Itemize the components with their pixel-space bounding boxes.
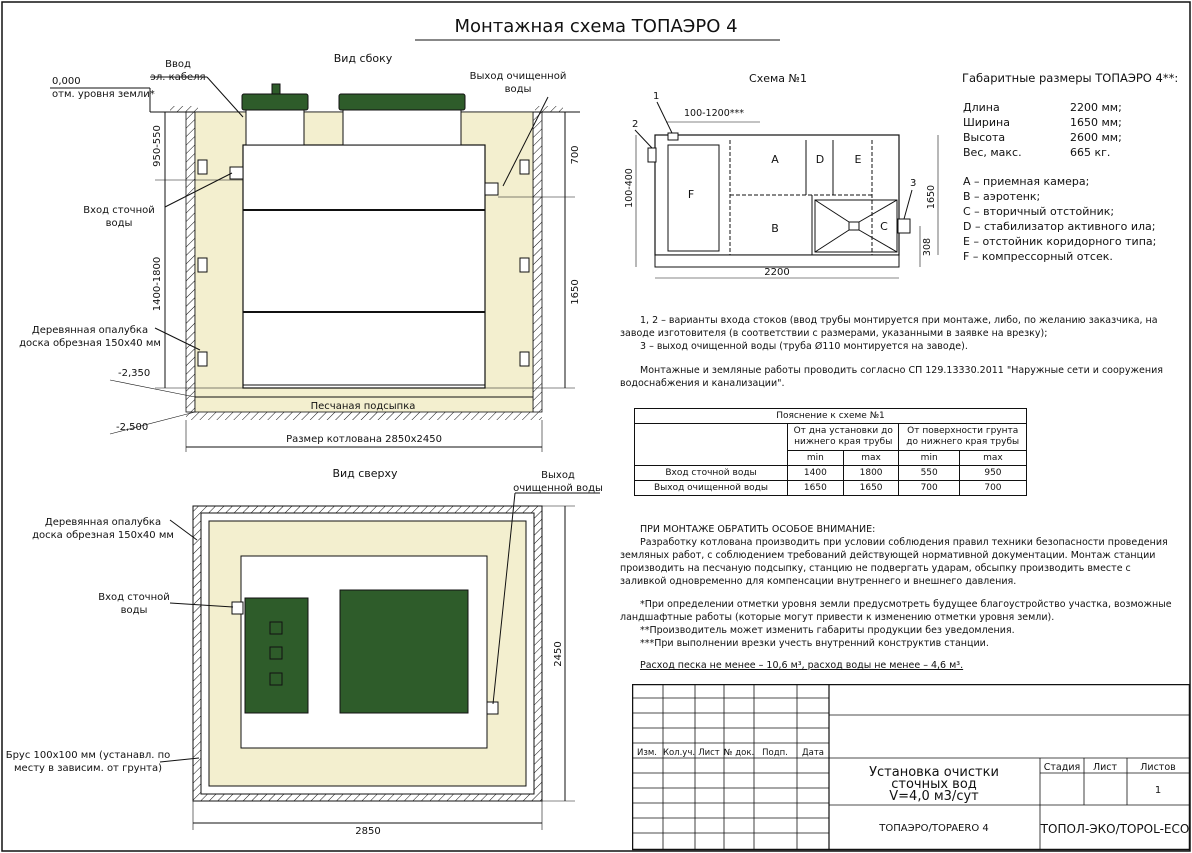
tb-product-3: V=4,0 м3/сут <box>889 789 979 804</box>
mark-line <box>110 380 195 397</box>
attention-text: Разработку котлована производить при условии соблюдения правил техники безопасности проведения земляных работ, с соблюдением требований действующей нормативной документации. Монтаж станции производить на песчаную подсыпку, станцию не подвергать ударам, обсыпку производить вместе с заливкой одновременно для компенсации внутреннего и внешнего давления. <box>620 537 1168 587</box>
tb-product-2: сточных вод <box>891 777 977 792</box>
top-inlet-label-2: воды <box>120 605 148 616</box>
top-view-heading: Вид сверху <box>332 467 398 480</box>
dim-key: Вес, макс. <box>963 146 1022 159</box>
notes-block <box>620 314 1175 390</box>
tb-podp: Подп. <box>762 748 788 758</box>
formwork-board <box>198 258 207 272</box>
tb-company: ТОПОЛ-ЭКО/TOPOL-ECO <box>1040 822 1190 836</box>
formwork-board <box>520 258 529 272</box>
tb-sheets: Листов <box>1140 762 1176 773</box>
leader <box>657 102 672 133</box>
pipe-2 <box>648 148 656 162</box>
legend-item: С – вторичный отстойник; <box>963 205 1115 218</box>
dim-row <box>963 115 1178 130</box>
sand-label: Песчаная подсыпка <box>310 401 416 412</box>
cone-center <box>849 222 859 230</box>
table-cell: 550 <box>899 466 959 481</box>
outlet-label-2: воды <box>504 84 532 95</box>
pit-size-label: Размер котлована 2850х2450 <box>286 434 442 445</box>
table-cell: 700 <box>899 481 959 496</box>
legend-item: А – приемная камера; <box>963 175 1090 188</box>
scheme-label-2: 2 <box>632 119 639 130</box>
outlet-label-1: Выход очищенной <box>469 71 567 82</box>
table-cell: 1650 <box>843 481 899 496</box>
tb-izm: Изм. <box>637 748 657 758</box>
table-group-1: От дна установки до нижнего края трубы <box>788 424 899 451</box>
tb-sheets-count: 1 <box>1154 785 1162 796</box>
scheme-dim-2200: 2200 <box>764 267 790 278</box>
lid-right <box>339 94 465 110</box>
tb-sheet: Лист <box>1092 762 1118 773</box>
legend-item: Е – отстойник коридорного типа; <box>963 235 1157 248</box>
table-row <box>635 466 1027 481</box>
dim-1400-1800: 1400-1800 <box>152 256 163 312</box>
ground-mark-label: отм. уровня земли* <box>52 89 155 100</box>
footnote-3: ***При выполнении врезки учесть внутренний конструктив станции. <box>640 638 989 649</box>
table-cell: 700 <box>959 481 1026 496</box>
table-max: max <box>843 451 899 466</box>
table-min: min <box>788 451 844 466</box>
table-caption: Пояснение к схеме №1 <box>635 409 1027 424</box>
top-outlet-label-2: очищенной воды <box>513 483 603 494</box>
formwork-board <box>198 160 207 174</box>
table-row-label: Выход очищенной воды <box>635 481 788 496</box>
tb-stage: Стадия <box>1043 762 1081 773</box>
top-formwork-label-2: доска обрезная 150х40 мм <box>32 530 174 541</box>
beam-label-1: Брус 100х100 мм (устанавл. по <box>5 750 171 761</box>
formwork-label-2: доска обрезная 150х40 мм <box>19 338 161 349</box>
table-min: min <box>899 451 959 466</box>
scheme-dim-308: 308 <box>922 237 933 257</box>
dim-key: Высота <box>963 131 1006 144</box>
side-view <box>19 52 581 452</box>
leader <box>904 190 912 219</box>
inlet-label-1: Вход сточной <box>83 205 155 216</box>
dim-row <box>963 100 1178 115</box>
zone-a: A <box>771 153 779 166</box>
table-cell: 1800 <box>843 466 899 481</box>
table-row <box>635 481 1027 496</box>
pipe-1 <box>668 133 678 140</box>
dim-2450: 2450 <box>553 641 564 667</box>
tb-model: ТОПАЭРО/TOPAERO 4 <box>879 823 989 834</box>
scheme-dim-1650: 1650 <box>926 184 937 210</box>
formwork-label-1: Деревянная опалубка <box>31 325 149 336</box>
footnote-2: **Производитель может изменить габариты продукции без уведомления. <box>640 625 1015 636</box>
tb-kol: Кол.уч. <box>662 748 696 758</box>
ground-hatch-left <box>170 106 198 112</box>
table-corner <box>635 424 788 466</box>
lid-vent <box>272 84 280 94</box>
scheme-label-1: 1 <box>653 91 660 102</box>
legend-item: D – стабилизатор активного ила; <box>963 220 1156 233</box>
table-max: max <box>959 451 1026 466</box>
footnote-1: *При определении отметки уровня земли предусмотреть будущее благоустройство участка, возможные ландшафтные работы (которые могут привести к изменению отметки уровня земли). <box>620 599 1172 623</box>
inlet-label-2: воды <box>105 218 133 229</box>
leader <box>635 130 652 148</box>
mark-2350: -2,350 <box>118 368 151 379</box>
scheme-label-3: 3 <box>910 178 917 189</box>
table-row-label: Вход сточной воды <box>635 466 788 481</box>
neck-left <box>246 110 304 145</box>
pit-wall-right <box>533 112 542 412</box>
dim-val: 1650 мм; <box>1070 116 1122 129</box>
dim-row <box>963 130 1178 145</box>
attention-block <box>620 523 1175 672</box>
station-body <box>243 145 485 388</box>
beam-label-2: месту в зависим. от грунта) <box>14 763 162 774</box>
top-outlet-label-1: Выход <box>541 470 575 481</box>
scheme-heading: Схема №1 <box>749 72 807 85</box>
table-cell: 950 <box>959 466 1026 481</box>
table-cell: 1400 <box>788 466 844 481</box>
drawing-title: Монтажная схема ТОПАЭРО 4 <box>454 16 738 37</box>
formwork-board <box>520 160 529 174</box>
legend-item: В – аэротенк; <box>963 190 1041 203</box>
formwork-board <box>520 352 529 366</box>
zone-e: E <box>854 153 862 166</box>
dim-950-550: 950-550 <box>152 125 163 167</box>
note-2: 3 – выход очищенной воды (труба Ø110 монтируется на заводе). <box>640 341 968 352</box>
dim-2850: 2850 <box>355 826 381 837</box>
dim-val: 2200 мм; <box>1070 101 1122 114</box>
legend-item: F – компрессорный отсек. <box>963 250 1113 263</box>
zone-c: C <box>880 220 888 233</box>
dim-1650: 1650 <box>570 279 581 305</box>
note-1: 1, 2 – варианты входа стоков (ввод трубы монтируется при монтаже, либо, по желанию заказчика, на заводе изготовителя (в соответствии с размерами, указанными в заявке на врезку); <box>620 315 1158 339</box>
zone-f: F <box>687 188 695 201</box>
dimensions-block <box>963 100 1178 264</box>
cable-label-2: эл. кабеля <box>150 72 206 83</box>
tb-list: Лист <box>698 748 720 758</box>
title-block <box>632 684 1192 852</box>
dim-key: Длина <box>963 101 1000 114</box>
dim-val: 665 кг. <box>1070 146 1111 159</box>
formwork-board <box>198 352 207 366</box>
cable-label-1: Ввод <box>165 59 191 70</box>
dimensions-heading: Габаритные размеры ТОПАЭРО 4**: <box>962 71 1179 85</box>
table-group-2: От поверхности грунта до нижнего края трубы <box>899 424 1027 451</box>
ground-hatch-right <box>535 106 563 112</box>
dim-val: 2600 мм; <box>1070 131 1122 144</box>
explanation-table <box>634 408 1027 496</box>
zone-b: B <box>771 222 779 235</box>
consumption-note: Расход песка не менее – 10,6 м³, расход воды не менее – 4,6 м³. <box>640 660 964 671</box>
attention-heading: ПРИ МОНТАЖЕ ОБРАТИТЬ ОСОБОЕ ВНИМАНИЕ: <box>640 524 876 535</box>
table-cell: 1650 <box>788 481 844 496</box>
pipe-3 <box>898 219 910 233</box>
pit-bottom-hatch <box>186 412 542 420</box>
tb-product-1: Установка очистки <box>869 765 999 780</box>
dim-100-400: 100-400 <box>624 168 635 208</box>
top-inlet-label-1: Вход сточной <box>98 592 170 603</box>
lid-left <box>242 94 308 110</box>
top-lid-right <box>340 590 468 713</box>
dim-key: Ширина <box>963 116 1010 129</box>
scheme-base <box>655 255 899 267</box>
tb-doc: № док. <box>723 748 755 758</box>
leader <box>207 77 243 117</box>
note-3: Монтажные и земляные работы проводить согласно СП 129.13330.2011 "Наружные сети и сооружения водоснабжения и канализации". <box>620 365 1163 389</box>
top-outlet-pipe <box>487 702 498 714</box>
ground-mark-value: 0,000 <box>52 76 81 87</box>
pit-wall-left <box>186 112 195 412</box>
dim-row <box>963 145 1178 160</box>
dim-700: 700 <box>570 145 581 165</box>
top-formwork-label-1: Деревянная опалубка <box>44 517 162 528</box>
tb-data: Дата <box>801 748 825 758</box>
mark-2500: -2,500 <box>116 422 149 433</box>
outlet-pipe <box>485 183 498 195</box>
neck-right <box>343 110 461 145</box>
zone-d: D <box>815 153 825 166</box>
top-lid-left <box>245 598 308 713</box>
scheme-1 <box>624 72 938 278</box>
side-view-heading: Вид сбоку <box>333 52 393 65</box>
dim-100-1200: 100-1200*** <box>684 108 744 119</box>
top-view <box>6 467 603 837</box>
top-inlet-pipe <box>232 602 243 614</box>
